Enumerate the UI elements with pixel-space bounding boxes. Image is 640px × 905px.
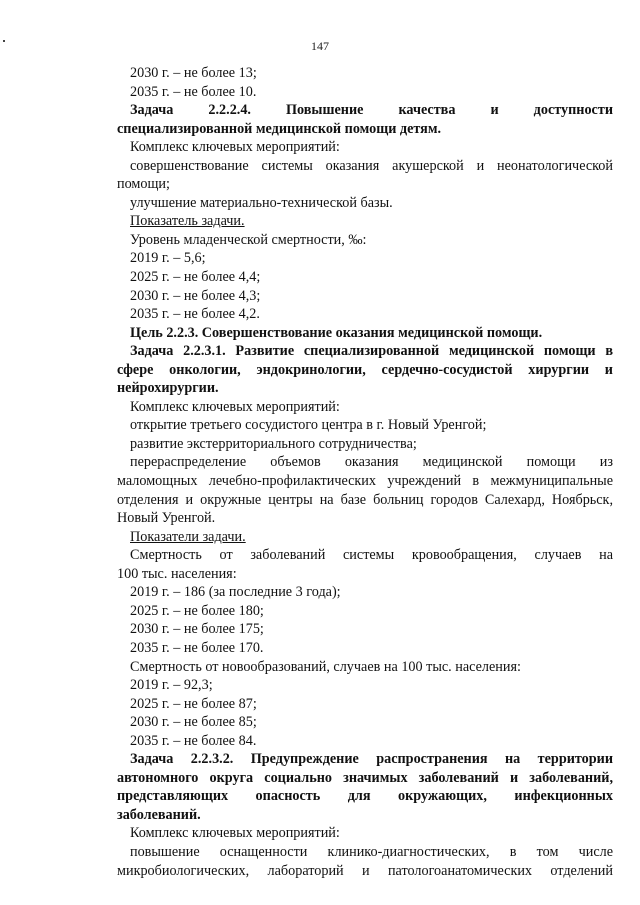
text-line: Задача 2.2.3.1. Развитие специализированной медицинской помощи в — [130, 343, 613, 360]
text-line: Показатели задачи. — [130, 528, 246, 545]
text-line: микробиологических, лабораторий и патологоанатомических отделений — [117, 862, 613, 879]
text-line: Комплекс ключевых мероприятий: — [130, 825, 340, 842]
text-line: перераспределение объемов оказания медицинской помощи из — [130, 454, 613, 471]
text-line: Смертность от новообразований, случаев на 100 тыс. населения: — [130, 658, 521, 675]
text-line: 2030 г. – не более 85; — [130, 714, 257, 731]
text-line: отделения и окружные центры на базе больниц городов Салехард, Ноябрьск, — [117, 491, 613, 508]
text-line: представляющих опасность для окружающих, инфекционных — [117, 788, 613, 805]
text-line: 2025 г. – не более 180; — [130, 602, 264, 619]
text-line: 2019 г. – 92,3; — [130, 677, 213, 694]
text-line: автономного округа социально значимых заболеваний и заболеваний, — [117, 769, 613, 786]
text-line: 100 тыс. населения: — [117, 565, 237, 582]
text-line: 2035 г. – не более 170. — [130, 639, 264, 656]
text-line: улучшение материально-технической базы. — [130, 194, 393, 211]
text-line: заболеваний. — [117, 806, 201, 823]
text-line: сфере онкологии, эндокринологии, сердечно-сосудистой хирургии и — [117, 361, 613, 378]
text-line: Задача 2.2.3.2. Предупреждение распространения на территории — [130, 751, 613, 768]
page-number: 147 — [311, 39, 329, 53]
text-line: развитие экстерриториального сотрудничества; — [130, 435, 417, 452]
text-line: Смертность от заболеваний системы кровообращения, случаев на — [130, 547, 613, 564]
text-line: Новый Уренгой. — [117, 510, 216, 527]
text-line: Комплекс ключевых мероприятий: — [130, 398, 340, 415]
text-line: Комплекс ключевых мероприятий: — [130, 139, 340, 156]
text-line: помощи; — [117, 176, 170, 193]
text-line: 2030 г. – не более 13; — [130, 65, 257, 81]
text-line: Показатель задачи. — [130, 213, 245, 230]
text-line: повышение оснащенности клинико-диагностических, в том числе — [130, 843, 613, 860]
text-line: 2030 г. – не более 175; — [130, 621, 264, 638]
text-line: 2019 г. – 5,6; — [130, 250, 206, 267]
text-line: 2035 г. – не более 10. — [130, 83, 257, 100]
text-line: 2019 г. – 186 (за последние 3 года); — [130, 584, 341, 601]
text-line: маломощных лечебно-профилактических учреждений в межмуниципальные — [117, 473, 613, 490]
text-line: Цель 2.2.3. Совершенствование оказания медицинской помощи. — [130, 324, 543, 341]
text-line: 2030 г. – не более 4,3; — [130, 287, 261, 304]
text-line: совершенствование системы оказания акушерской и неонатологической — [130, 157, 613, 174]
text-line: 2025 г. – не более 87; — [130, 695, 257, 712]
text-line: Уровень младенческой смертности, ‰: — [130, 231, 367, 248]
text-line: 2035 г. – не более 84. — [130, 732, 257, 749]
text-line: нейрохирургии. — [117, 380, 219, 397]
text-line: 2025 г. – не более 4,4; — [130, 269, 261, 286]
text-line: открытие третьего сосудистого центра в г. Новый Уренгой; — [130, 417, 487, 434]
text-line: специализированной медицинской помощи детям. — [117, 120, 442, 137]
text-line: Задача 2.2.2.4. Повышение качества и доступности — [130, 102, 613, 119]
document-body — [117, 64, 613, 880]
text-line: 2035 г. – не более 4,2. — [130, 306, 260, 323]
